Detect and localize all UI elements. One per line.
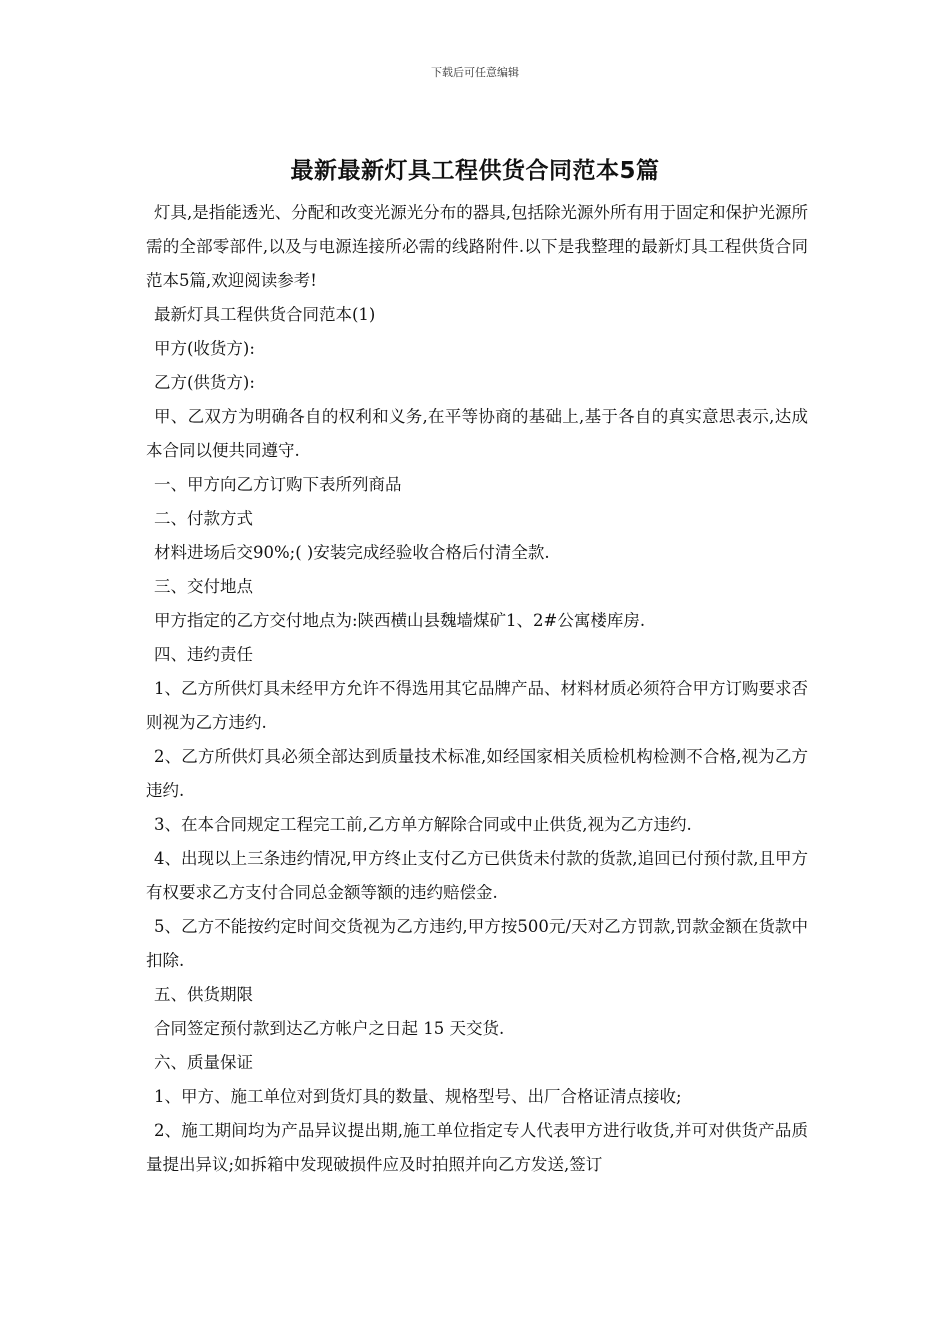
paragraph: 1、乙方所供灯具未经甲方允许不得选用其它品牌产品、材料材质必须符合甲方订购要求否则视为乙方违约. [146,679,808,732]
clause-heading: 六、质量保证 [154,1053,253,1072]
document-title: 最新最新灯具工程供货合同范本5篇 [290,158,660,184]
paragraph: 2、施工期间均为产品异议提出期,施工单位指定专人代表甲方进行收货,并可对供货产品质量提出异议;如拆箱中发现破损件应及时拍照并向乙方发送,签订 [146,1121,808,1174]
party-b-line: 乙方(供货方): [154,373,255,392]
intro-paragraph: 灯具,是指能透光、分配和改变光源光分布的器具,包括除光源外所有用于固定和保护光源所需的全部零部件,以及与电源连接所必需的线路附件.以下是我整理的最新灯具工程供货合同范本5篇,欢迎阅读参考! [146,203,808,290]
document-body [146,196,808,1182]
paragraph: 甲方指定的乙方交付地点为:陕西横山县魏墙煤矿1、2#公寓楼库房. [154,611,646,630]
section-heading: 最新灯具工程供货合同范本(1) [154,305,376,324]
page-header: 下载后可任意编辑 [431,66,519,79]
paragraph: 1、甲方、施工单位对到货灯具的数量、规格型号、出厂合格证清点接收; [154,1087,682,1106]
paragraph: 合同签定预付款到达乙方帐户之日起 15 天交货. [154,1019,505,1038]
party-a-line: 甲方(收货方): [154,339,255,358]
paragraph: 3、在本合同规定工程完工前,乙方单方解除合同或中止供货,视为乙方违约. [154,815,692,834]
clause-heading: 四、违约责任 [154,645,253,664]
paragraph: 2、乙方所供灯具必须全部达到质量技术标准,如经国家相关质检机构检测不合格,视为乙方违约. [146,747,808,800]
paragraph: 4、出现以上三条违约情况,甲方终止支付乙方已供货未付款的货款,追回已付预付款,且甲方有权要求乙方支付合同总金额等额的违约赔偿金. [146,849,808,902]
clause-heading: 三、交付地点 [154,577,253,596]
paragraph: 材料进场后交90%;( )安装完成经验收合格后付清全款. [154,543,550,562]
clause-heading: 二、付款方式 [154,509,253,528]
paragraph: 甲、乙双方为明确各自的权利和义务,在平等协商的基础上,基于各自的真实意思表示,达成本合同以便共同遵守. [146,407,808,460]
clause-heading: 五、供货期限 [154,985,253,1004]
clause-heading: 一、甲方向乙方订购下表所列商品 [154,475,402,494]
paragraph: 5、乙方不能按约定时间交货视为乙方违约,甲方按500元/天对乙方罚款,罚款金额在货款中扣除. [146,917,808,970]
